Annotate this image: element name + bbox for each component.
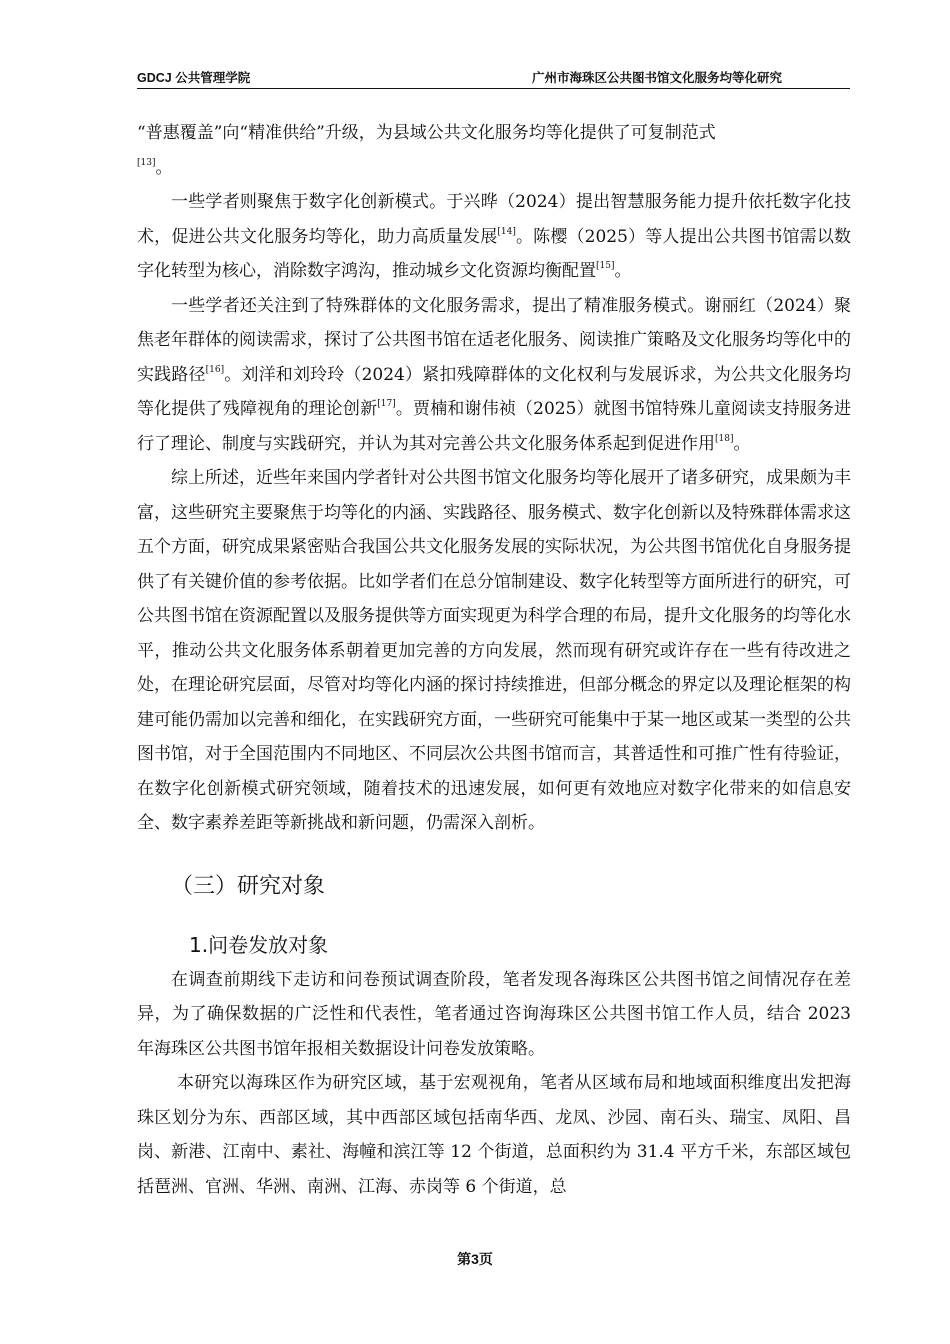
page-body	[137, 116, 851, 1204]
section-heading: （三）研究对象	[171, 873, 326, 899]
citation-16: [16]	[205, 364, 225, 375]
paragraph-2	[137, 185, 851, 289]
paragraph-3	[137, 289, 851, 462]
paragraph-3-text-c: 。贾楠和谢伟祯（2025）就图书馆特殊儿童阅读支持服务进行了理论、制度与实践研究，并认为其对完善公共文化服务体系起到促进作用	[137, 399, 852, 454]
page-header	[137, 66, 850, 89]
page-number: 第3页	[457, 1251, 493, 1267]
paragraph-2-text-a: 一些学者则聚焦于数字化创新模式。于兴晔（2024）提出智慧服务能力提升依托数字化技术，促进公共文化服务均等化，助力高质量发展	[137, 192, 851, 247]
header-title: 广州市海珠区公共图书馆文化服务均等化研究	[531, 71, 782, 85]
citation-17: [17]	[377, 399, 396, 409]
paragraph-2-tail: 。	[614, 261, 632, 281]
paragraph-1-tail: 。	[155, 157, 173, 178]
paragraph-5: 在调查前期线下走访和问卷预试调查阶段，笔者发现各海珠区公共图书馆之间情况存在差异，为了确保数据的广泛性和代表性，笔者通过咨询海珠区公共图书馆工作人员，结合 2023 年海珠区公共图书馆年报相关数据设计问卷发放策略。	[137, 969, 851, 1059]
citation-13: [13]	[137, 157, 156, 168]
paragraph-4: 综上所述，近些年来国内学者针对公共图书馆文化服务均等化展开了诸多研究，成果颇为丰富，这些研究主要聚焦于均等化的内涵、实践路径、服务模式、数字化创新以及特殊群体需求这五个方面，研究成果紧密贴合我国公共文化服务发展的实际状况，为公共图书馆优化自身服务提供了有关键价值的参考依据。比如学者们在总分馆制建设、数字化转型等方面所进行的研究，可公共图书馆在资源配置以及服务提供等方面实现更为科学合理的布局，提升文化服务的均等化水平，推动公共文化服务体系朝着更加完善的方向发展，然而现有研究或许存在一些有待改进之处，在理论研究层面，尽管对均等化内涵的探讨持续推进，但部分概念的界定以及理论框架的构建可能仍需加以完善和细化，在实践研究方面，一些研究可能集中于某一地区或某一类型的公共图书馆，对于全国范围内不同地区、不同层次公共图书馆而言，其普适性和可推广性有待验证，在数字化创新模式研究领域，随着技术的迅速发展，如何更有效地应对数字化带来的如信息安全、数字素养差距等新挑战和新问题，仍需深入剖析。	[137, 468, 851, 833]
paragraph-6: 本研究以海珠区作为研究区域，基于宏观视角，笔者从区域布局和地域面积维度出发把海珠区划分为东、西部区域，其中西部区域包括南华西、龙凤、沙园、南石头、瑞宝、凤阳、昌岗、新港、江南中、素社、海幢和滨江等 12 个街道，总面积约为 31.4 平方千米，东部区域包括琶洲、官洲、华洲、南洲、江海、赤岗等 6 个街道，总	[137, 1073, 851, 1197]
paragraph-1	[137, 116, 851, 185]
citation-15: [15]	[596, 261, 615, 271]
paragraph-3-text-a: 一些学者还关注到了特殊群体的文化服务需求，提出了精准服务模式。谢丽红（2024）聚焦老年群体的阅读需求，探讨了公共图书馆在适老化服务、阅读推广策略及文化服务均等化中的实践路径	[137, 295, 851, 385]
citation-14: [14]	[497, 226, 516, 237]
paragraph-3-tail: 。	[733, 433, 751, 454]
citation-18: [18]	[715, 433, 734, 444]
header-institution: GDCJ 公共管理学院	[137, 71, 251, 85]
subsection-heading: 1.问卷发放对象	[189, 932, 329, 957]
paragraph-1-text: “普惠覆盖”向“精准供给”升级，为县域公共文化服务均等化提供了可复制范式	[137, 123, 716, 143]
paragraph-2-text-b: 。陈樱（2025）等人提出公共图书馆需以数字化转型为核心，消除数字鸿沟，推动城乡文化资源均衡配置	[137, 226, 852, 281]
paragraph-3-text-b: 。刘洋和刘玲玲（2024）紧扣残障群体的文化权利与发展诉求，为公共文化服务均等化提供了残障视角的理论创新	[137, 364, 852, 419]
